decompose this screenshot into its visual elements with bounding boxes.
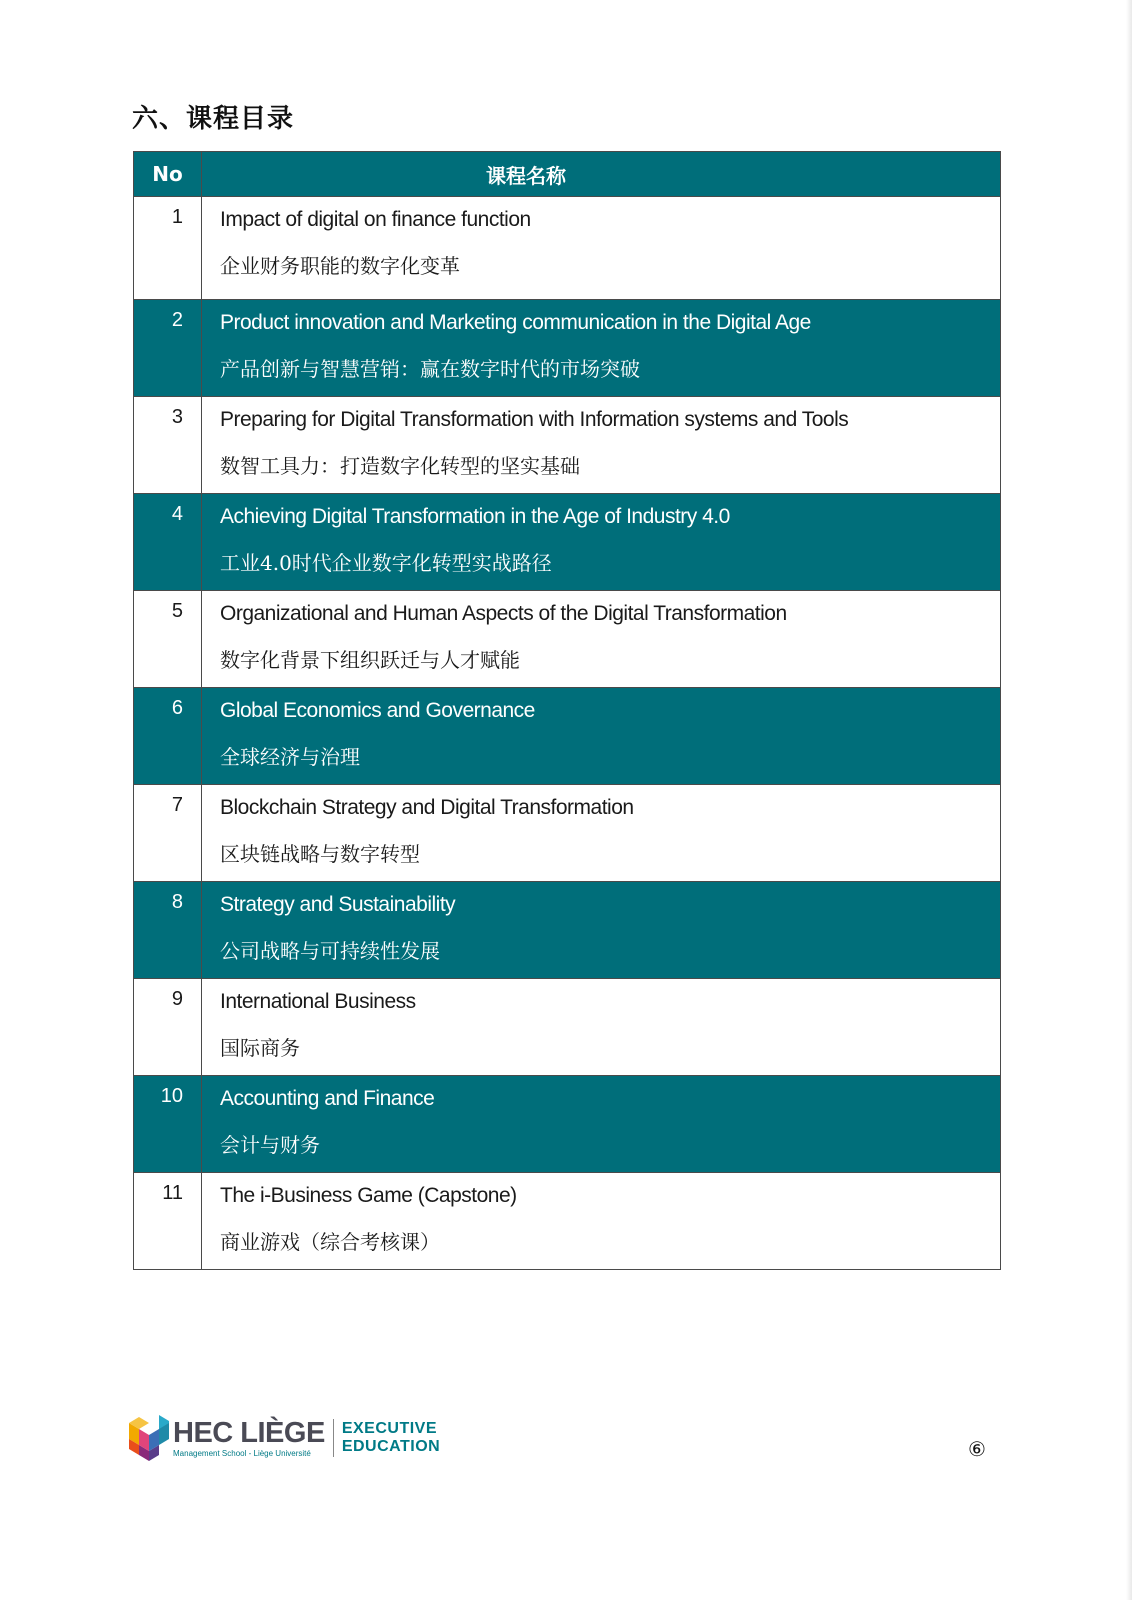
course-name-cell xyxy=(202,1173,1001,1270)
course-number: 4 xyxy=(134,494,202,591)
course-name-cell xyxy=(202,300,1001,397)
course-name-zh: 企业财务职能的数字化变革 xyxy=(220,254,460,278)
course-number: 3 xyxy=(134,397,202,494)
hec-liege-logo xyxy=(129,1414,440,1462)
course-name-zh: 工业4.0时代企业数字化转型实战路径 xyxy=(220,551,552,575)
course-name-en: Strategy and Sustainability xyxy=(220,893,456,916)
table-row xyxy=(134,397,1001,494)
table-row xyxy=(134,785,1001,882)
course-name-zh: 商业游戏（综合考核课） xyxy=(220,1230,440,1254)
exec-line-1: EXECUTIVE xyxy=(341,1420,437,1437)
course-name-zh: 国际商务 xyxy=(220,1036,300,1060)
course-number: 10 xyxy=(134,1076,202,1173)
course-name-zh: 区块链战略与数字转型 xyxy=(220,842,420,866)
course-number: 1 xyxy=(134,197,202,300)
table-row xyxy=(134,1076,1001,1173)
course-name-en: Organizational and Human Aspects of the Digital Transformation xyxy=(220,602,787,625)
table-row xyxy=(134,591,1001,688)
course-name-cell xyxy=(202,397,1001,494)
course-name-zh: 产品创新与智慧营销：赢在数字时代的市场突破 xyxy=(220,357,640,381)
course-name-zh: 公司战略与可持续性发展 xyxy=(220,939,440,963)
course-number: 7 xyxy=(134,785,202,882)
course-name-en: Impact of digital on finance function xyxy=(220,208,531,231)
course-name-cell xyxy=(202,197,1001,300)
course-name-en: Product innovation and Marketing communication in the Digital Age xyxy=(220,311,811,334)
table-row xyxy=(134,1173,1001,1270)
course-name-zh: 数字化背景下组织跃迁与人才赋能 xyxy=(220,648,520,672)
course-name-cell xyxy=(202,688,1001,785)
table-row xyxy=(134,197,1001,300)
executive-education-label xyxy=(342,1420,440,1456)
header-course-name: 课程名称 xyxy=(202,152,1001,197)
course-name-en: Blockchain Strategy and Digital Transformation xyxy=(220,796,634,819)
course-name-en: The i-Business Game (Capstone) xyxy=(220,1184,517,1207)
course-name-en: Achieving Digital Transformation in the Age of Industry 4.0 xyxy=(220,505,730,528)
course-name-en: Global Economics and Governance xyxy=(220,699,535,722)
table-row xyxy=(134,300,1001,397)
hec-logo-mark-icon xyxy=(129,1415,169,1461)
course-name-cell xyxy=(202,591,1001,688)
hec-subtitle: Management School - Liège Université xyxy=(173,1448,311,1458)
course-name-cell xyxy=(202,1076,1001,1173)
course-number: 5 xyxy=(134,591,202,688)
course-name-zh: 数智工具力：打造数字化转型的坚实基础 xyxy=(220,454,580,478)
course-number: 11 xyxy=(134,1173,202,1270)
section-title: 六、课程目录 xyxy=(132,104,295,134)
course-name-cell xyxy=(202,494,1001,591)
table-header-row xyxy=(134,152,1001,197)
page-number: ⑥ xyxy=(968,1437,986,1461)
course-number: 9 xyxy=(134,979,202,1076)
course-number: 2 xyxy=(134,300,202,397)
table-row xyxy=(134,494,1001,591)
exec-line-2: EDUCATION xyxy=(341,1438,441,1455)
course-name-zh: 会计与财务 xyxy=(220,1133,320,1157)
course-name-cell xyxy=(202,882,1001,979)
course-name-en: International Business xyxy=(220,990,416,1013)
course-name-cell xyxy=(202,979,1001,1076)
hec-name: HEC LIÈGE xyxy=(173,1416,325,1449)
table-row xyxy=(134,882,1001,979)
page-edge xyxy=(1126,0,1132,1600)
table-row xyxy=(134,979,1001,1076)
course-name-en: Accounting and Finance xyxy=(220,1087,435,1110)
course-catalog-table xyxy=(133,151,1001,1270)
table-row xyxy=(134,688,1001,785)
course-name-zh: 全球经济与治理 xyxy=(220,745,360,769)
course-name-en: Preparing for Digital Transformation with Information systems and Tools xyxy=(220,408,849,431)
course-name-cell xyxy=(202,785,1001,882)
hec-wordmark xyxy=(173,1418,325,1459)
logo-divider xyxy=(333,1419,334,1457)
course-number: 8 xyxy=(134,882,202,979)
course-number: 6 xyxy=(134,688,202,785)
header-no: No xyxy=(134,152,202,197)
